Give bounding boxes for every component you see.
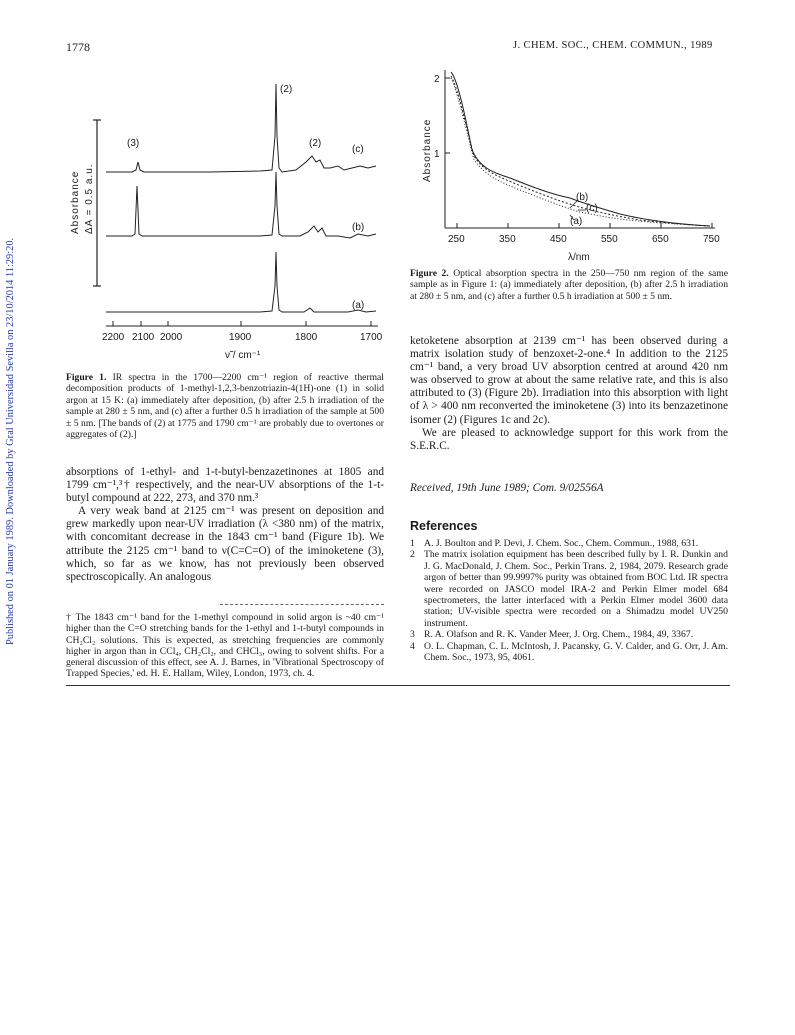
fig2-xlabel: λ/nm — [568, 252, 590, 263]
fig1-tick-2000: 2000 — [160, 332, 183, 343]
fig1-trace-b — [106, 172, 376, 238]
references-list — [410, 538, 728, 663]
figure-1 — [60, 76, 390, 366]
footnote-rule — [220, 604, 384, 605]
fig2-trace-label-c: (c) — [586, 203, 598, 214]
fig1-peak-label-2-side: (2) — [309, 138, 322, 149]
fig1-peak-label-2-main: (2) — [280, 84, 293, 95]
fig2-xtick-750: 750 — [703, 234, 720, 245]
bottom-rule — [66, 685, 730, 686]
fig2-xtick-250: 250 — [448, 234, 465, 245]
fig1-tick-2200: 2200 — [102, 332, 125, 343]
received-line: Received, 19th June 1989; Com. 9/02556A — [410, 482, 604, 494]
fig2-trace-label-a: (a) — [570, 216, 583, 227]
journal-header: J. CHEM. SOC., CHEM. COMMUN., 1989 — [513, 40, 713, 51]
right-paragraph-1: ketoketene absorption at 2139 cm⁻¹ has been observed during a matrix isolation study of benzoxet-2-one.⁴ In addition to the 2125 cm⁻¹ band, a very broad UV absorption centred at around 420 nm was observed to grow at about the same relative rate, and this is also attributed to (3) (Figure 2b). Irradiation into this absorption with light of λ > 400 nm reconverted the iminoketene (3) into its benzazetinone isomer (2) (Figures 1c and 2c). — [410, 335, 728, 426]
fig1-trace-label-c: (c) — [352, 144, 364, 155]
reference-item: 3 R. A. Olafson and R. K. Vander Meer, J. Org. Chem., 1984, 49, 3367. — [410, 629, 694, 641]
fig1-trace-label-b: (b) — [352, 222, 365, 233]
fig1-tick-1900: 1900 — [229, 332, 252, 343]
figure-2 — [410, 60, 735, 270]
figure-1-caption-text: IR spectra in the 1700—2200 cm⁻¹ region of reactive thermal decomposition products of 1-methyl-1,2,3-benzotriazin-4(1H)-one (1) in solid argon at 15 K: (a) immediately after deposition, (b) after 2.5 h irradiation of the sample at 280 ± 5 nm, and (c) after a further 0.5 h irradiation of the sample at 500 ± 5 nm. [The bands of (2) at 1775 and 1790 cm⁻¹ are probably due to overtones or aggregates of (2).] — [66, 372, 384, 441]
page-number: 1778 — [66, 40, 90, 54]
fig1-x-ticks — [113, 321, 371, 326]
reference-item: 1 A. J. Boulton and P. Devi, J. Chem. Soc., Chem. Commun., 1988, 631. — [410, 538, 699, 549]
figure-1-caption — [66, 372, 384, 440]
fig1-trace-a — [106, 252, 376, 312]
right-column-body — [410, 335, 728, 453]
reference-item: 4 O. L. Chapman, C. L. McIntosh, J. Pacansky, G. V. Calder, and G. Orr, J. Am. Chem. Soc., 1973, 95, 4061. — [410, 640, 728, 664]
left-column-body — [66, 466, 384, 584]
figure-2-caption-text: Optical absorption spectra in the 250—750 nm region of the same sample as in Figure 1: (a) immediately after deposition, (b) after 2.5 h irradiation at 280 ± 5 nm, and (c) after a further 0.5 h irradiation at 500 ± 5 nm. — [410, 268, 728, 302]
fig1-scale-label: ΔA = 0.5 a.u. — [84, 163, 95, 234]
fig2-ytick-1: 1 — [434, 149, 440, 160]
download-stamp — [3, 195, 17, 645]
fig2-ylabel: Absorbance — [422, 118, 433, 182]
right-paragraph-2: We are pleased to acknowledge support for this work from the S.E.R.C. — [410, 426, 728, 452]
reference-item: 2 The matrix isolation equipment has been described fully by I. R. Dunkin and J. G. MacDonald, J. Chem. Soc., Perkin Trans. 2, 1984, 2079. Research grade argon of better than 99.9997% purity was obtained from BOC Ltd. IR spectra were recorded on JASCO model IRA-2 and Perkin Elmer model 684 spectrometers, the latter interfaced with a Perkin Elmer model 3600 data station; UV-visible spectra were recorded on a Shimadzu model UV250 instrument. — [410, 549, 728, 629]
fig2-trace-a — [451, 78, 710, 226]
left-paragraph-1: absorptions of 1-ethyl- and 1-t-butyl-benzazetinones at 1805 and 1799 cm⁻¹,³† respectively, and the near-UV absorptions of the 1-t-butyl compound at 222, 273, and 370 nm.³ — [66, 466, 384, 505]
fig2-xtick-350: 350 — [499, 234, 516, 245]
fig1-xlabel: ν̃ / cm⁻¹ — [225, 350, 261, 361]
fig1-trace-label-a: (a) — [352, 300, 365, 311]
fig1-tick-2100: 2100 — [132, 332, 155, 343]
fig2-ytick-2: 2 — [434, 74, 440, 85]
fig1-peak-label-3: (3) — [127, 138, 140, 149]
fig1-tick-1700: 1700 — [360, 332, 383, 343]
left-paragraph-2: A very weak band at 2125 cm⁻¹ was present on deposition and grew markedly upon near-UV irradiation (λ <380 nm) of the matrix, with concomitant decrease in the 1843 cm⁻¹ band (Figure 1b). We attribute the 2125 cm⁻¹ band to ν(C=C=O) of the iminoketene (3), which, so far as we know, has not previously been observed spectroscopically. An analogous — [66, 505, 384, 583]
figure-2-caption-label: Figure 2. — [410, 268, 449, 279]
footnote: † The 1843 cm⁻¹ band for the 1-methyl compound in solid argon is ~40 cm⁻¹ higher than the C=O stretching bands for the 1-ethyl and 1-t-butyl compounds in CH₂Cl₂ solutions. This is expected, as stretching frequencies are commonly higher in argon than in CCl₄, CH₂Cl₂, and CHCl₃, owing to solvent shifts. For a general discussion of this effect, see A. J. Barnes, in 'Vibrational Spectroscopy of Trapped Species,' ed. H. E. Hallam, Wiley, London, 1973, ch. 4. — [66, 612, 384, 680]
fig1-trace-c — [106, 84, 376, 172]
download-stamp-text: Published on 01 January 1989. Downloaded by Gral Universidad Sevilla on 23/10/2014 11:29:20. — [5, 237, 16, 645]
fig2-xtick-450: 450 — [550, 234, 567, 245]
fig2-xtick-550: 550 — [601, 234, 618, 245]
figure-1-caption-label: Figure 1. — [66, 372, 107, 383]
fig2-trace-c — [451, 76, 710, 226]
fig2-trace-label-b: (b) — [576, 192, 589, 203]
references-heading: References — [410, 519, 478, 533]
fig1-tick-1800: 1800 — [295, 332, 318, 343]
fig2-xtick-650: 650 — [652, 234, 669, 245]
figure-2-caption — [410, 268, 728, 302]
fig1-ylabel: Absorbance — [70, 170, 81, 234]
